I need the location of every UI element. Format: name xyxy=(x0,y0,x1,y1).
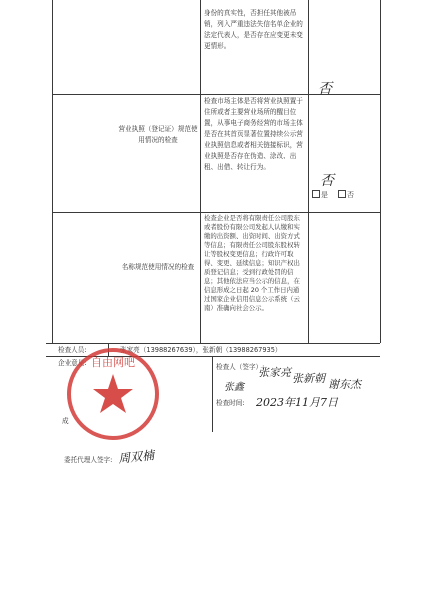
inspectors-value: 张家亮（13988267639），张新朝（13988267935） xyxy=(120,346,282,354)
table-last-border xyxy=(380,0,381,343)
seal-stamp xyxy=(63,344,163,444)
check-yes-box xyxy=(312,190,320,198)
check-no-label: 否 xyxy=(347,191,354,199)
delegate-label: 委托代理人签字: xyxy=(64,456,113,464)
top-check-description: 身份的真实性，否担任其他被吊销，列入严重违法失信名单企业的法定代表人，是否存在应变更未变更情形。 xyxy=(204,9,303,50)
license-label: 营业执照（登记证）规范使用情况的检查 xyxy=(118,125,198,144)
inspector-sign-3: 张鑫 xyxy=(224,382,244,393)
enterprise-opinion-label: 企业意见: xyxy=(58,359,87,367)
svg-text:自由网吧: 自由网吧 xyxy=(91,356,135,369)
check-no[interactable] xyxy=(338,190,354,200)
license-note-handwriting: 否 xyxy=(320,173,334,189)
check-yes-label: 是 xyxy=(321,191,328,199)
name-label: 名称规范使用情况的检查 xyxy=(121,263,195,271)
inspection-date-value: 2023年11月7日 xyxy=(256,396,338,409)
inspector-sign-label: 检查人（签字）: xyxy=(216,363,265,371)
table-right-border xyxy=(308,0,309,343)
side-char: 成 xyxy=(62,417,69,425)
inspector-sign-2: 张新朝 xyxy=(292,372,325,385)
row-line-2 xyxy=(52,212,380,213)
top-note-handwriting: 否 xyxy=(318,81,332,97)
inspectors-label: 检查人员: xyxy=(58,346,87,354)
check-yes[interactable] xyxy=(312,190,328,200)
inspection-date-label: 检查时间: xyxy=(216,399,245,407)
name-description: 检查企业是否将有限责任公司股东或者股份有限公司发起人认缴和实缴的出资额、出资时间、出资方式等信息；有限责任公司股东股权转让等股权变更信息；行政许可取得、变更、延续信息；知识产权出质登记信息；受到行政处罚的信息；其他依法应当公示的信息，在信息形成之日起 20 个工作日内通过国家企业信用信息公示系统（云南）准确向社会公示。 xyxy=(204,214,300,312)
sign-divider xyxy=(212,356,213,432)
inspector-sign-4: 谢东杰 xyxy=(328,378,361,391)
license-description: 检查市场主体是否将营业执照置于住所或者主要营业场所的醒目位置，从事电子商务经营的市场主体是否在其首页显著位置持续公示营业执照信息或者相关链接标识，营业执照是否存在伪造、涂改、出租、出借、转让行为。 xyxy=(204,97,303,171)
delegate-signature: 周双楠 xyxy=(117,448,155,466)
inspector-sign-1: 张家亮 xyxy=(258,366,291,379)
table-left-border xyxy=(52,0,53,343)
check-no-box xyxy=(338,190,346,198)
table-divider xyxy=(200,0,201,343)
